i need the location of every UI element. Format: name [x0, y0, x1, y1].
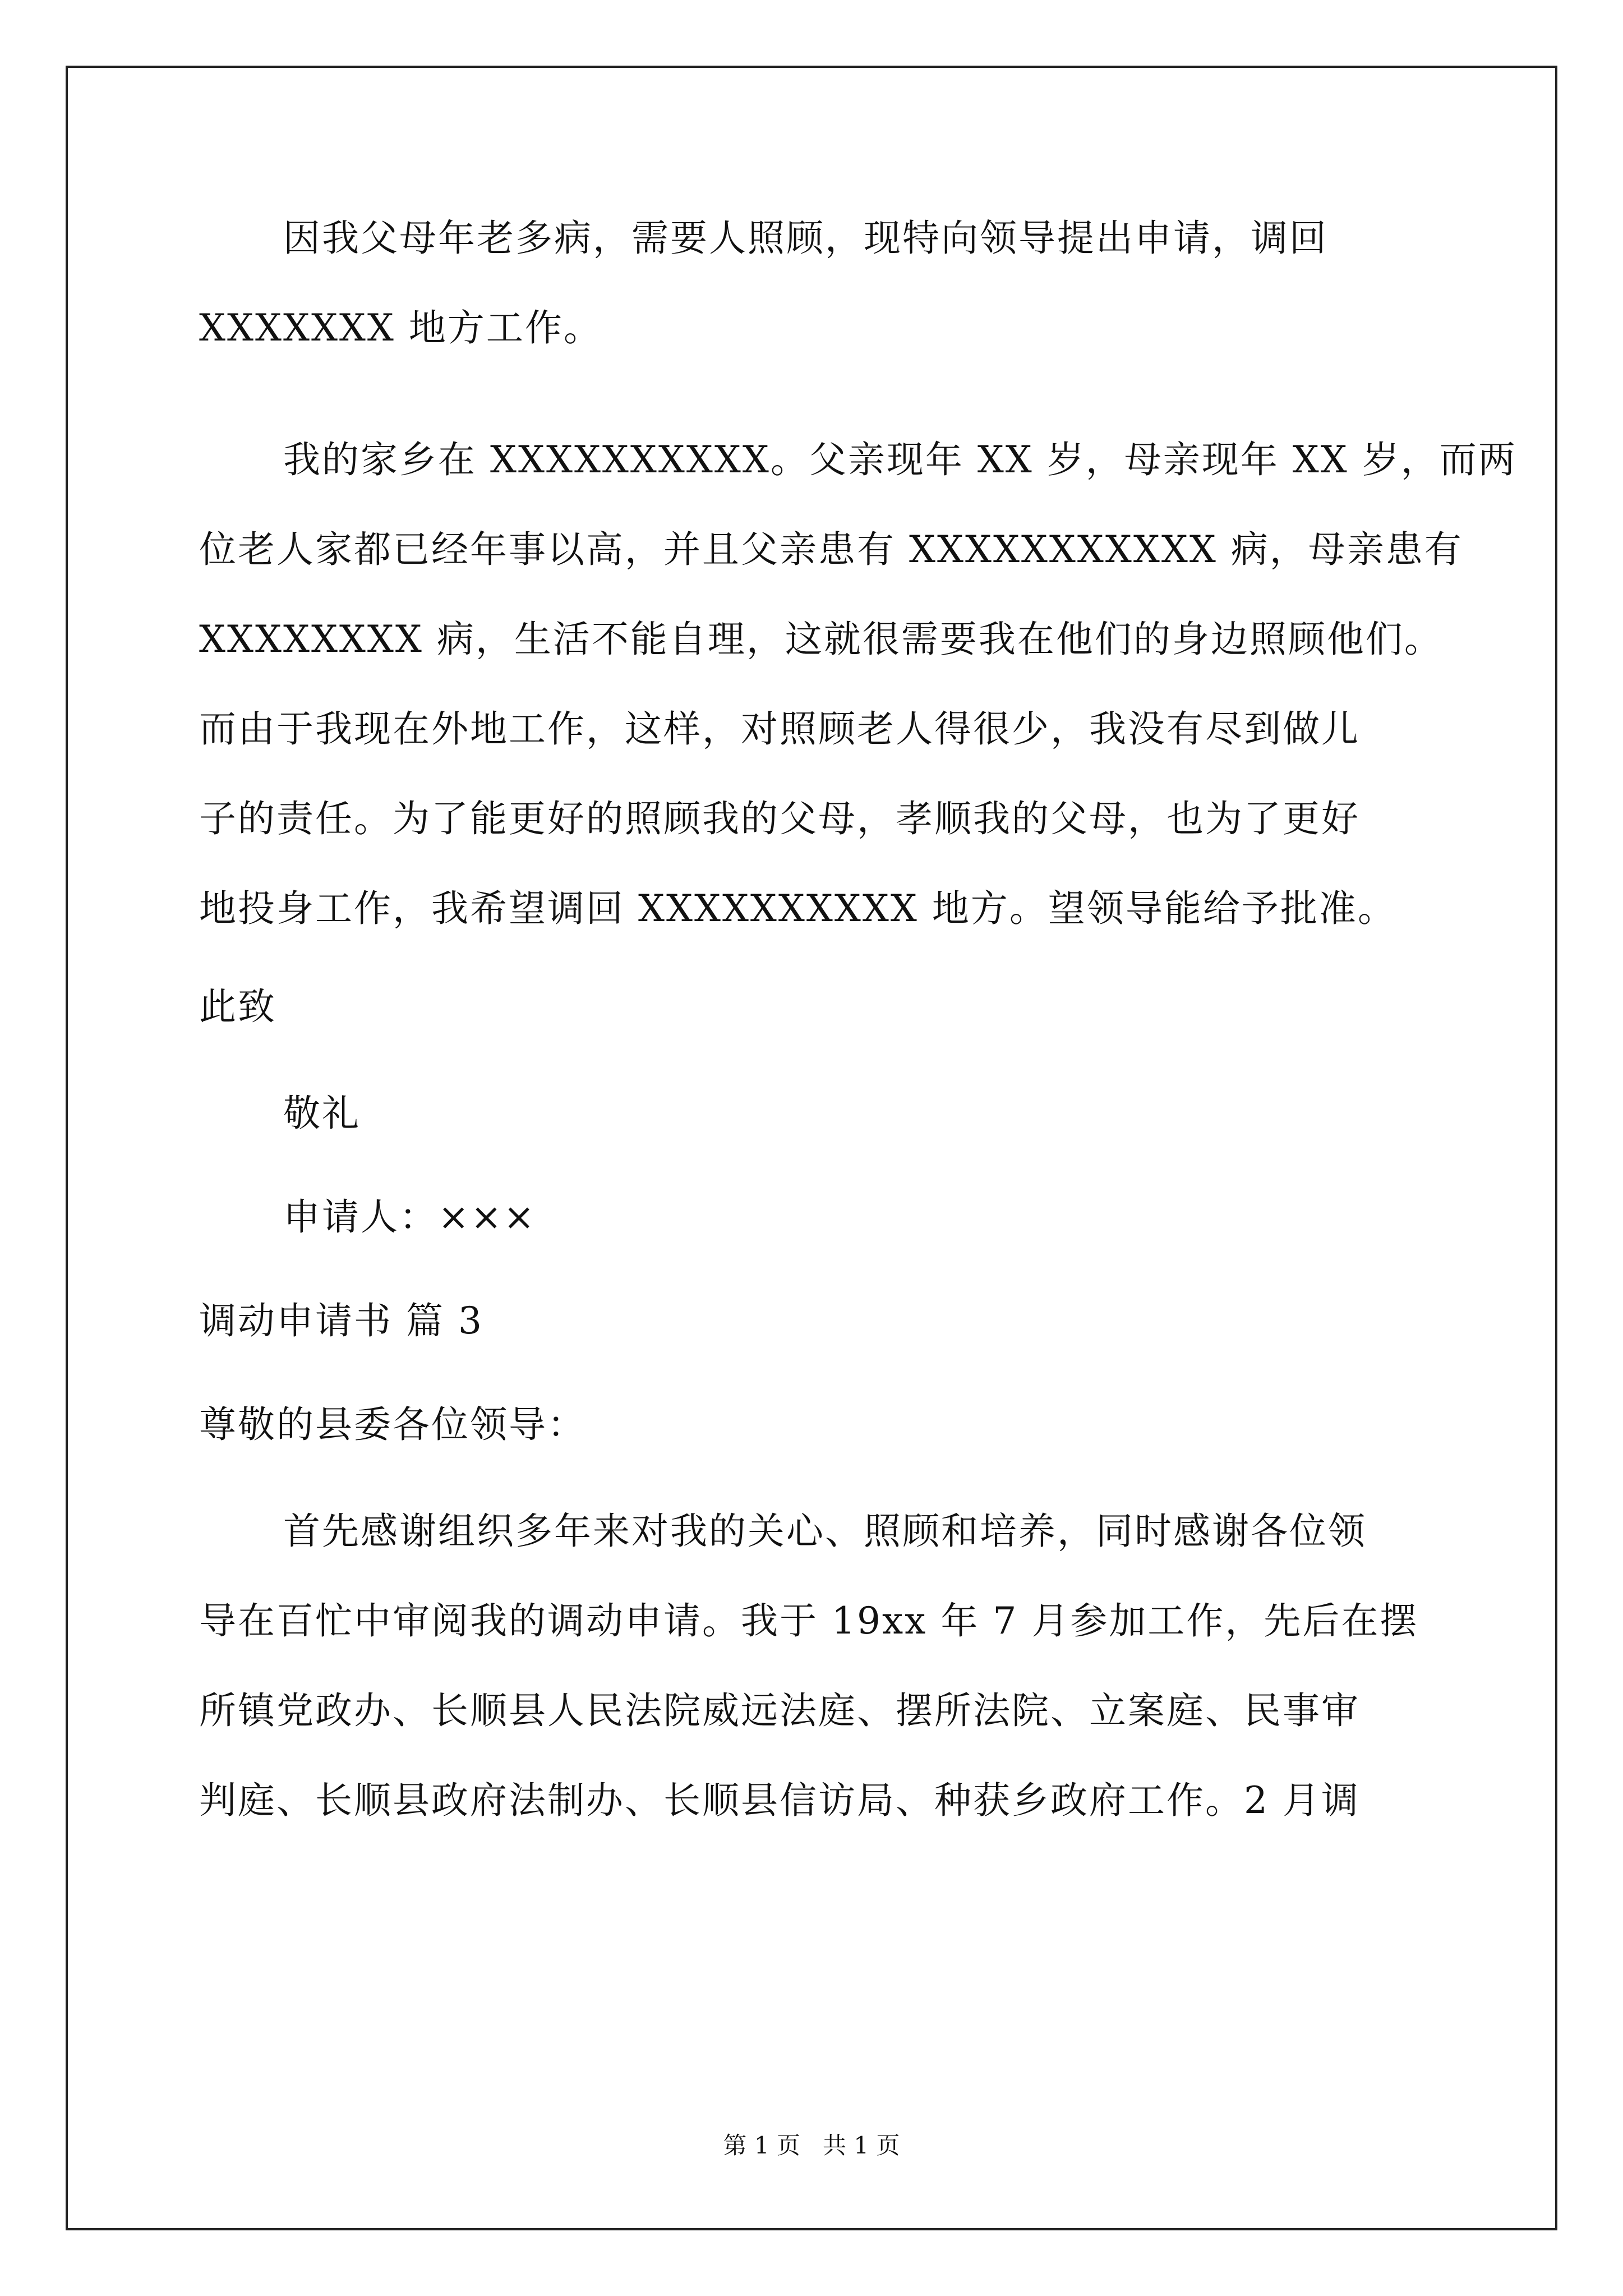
paragraph-line: XXXXXXX 地方工作。 [199, 306, 602, 349]
paragraph-line: 导在百忙中审阅我的调动申请。我于 19xx 年 7 月参加工作，先后在摆 [199, 1599, 1419, 1642]
closing-salutation: 此致 [199, 985, 276, 1028]
page-footer: 第 1 页 共 1 页 [723, 2132, 900, 2159]
closing-regards: 敬礼 [283, 1092, 361, 1135]
paragraph-line: 首先感谢组织多年来对我的关心、照顾和培养，同时感谢各位领 [283, 1510, 1367, 1553]
applicant-signature: 申请人：××× [283, 1195, 536, 1239]
paragraph-line: 地投身工作，我希望调回 XXXXXXXXXX 地方。望领导能给予批准。 [199, 887, 1396, 930]
paragraph-line: XXXXXXXX 病，生活不能自理，这就很需要我在他们的身边照顾他们。 [199, 618, 1443, 661]
paragraph-line: 因我父母年老多病，需要人照顾，现特向领导提出申请，调回 [283, 217, 1328, 260]
section-heading: 调动申请书 篇 3 [199, 1299, 483, 1342]
paragraph-line: 子的责任。为了能更好的照顾我的父母，孝顺我的父母，也为了更好 [199, 797, 1360, 840]
paragraph-line: 位老人家都已经年事以高，并且父亲患有 XXXXXXXXXXX 病，母亲患有 [199, 528, 1463, 571]
paragraph-line: 判庭、长顺县政府法制办、长顺县信访局、种获乡政府工作。2 月调 [199, 1779, 1360, 1822]
paragraph-line: 而由于我现在外地工作，这样，对照顾老人得很少，我没有尽到做儿 [199, 707, 1360, 751]
letter-greeting: 尊敬的县委各位领导： [199, 1403, 586, 1446]
paragraph-line: 我的家乡在 XXXXXXXXXX。父亲现年 XX 岁，母亲现年 XX 岁，而两 [283, 438, 1517, 481]
paragraph-line: 所镇党政办、长顺县人民法院威远法庭、摆所法院、立案庭、民事审 [199, 1689, 1360, 1732]
page-border [66, 66, 1557, 2230]
